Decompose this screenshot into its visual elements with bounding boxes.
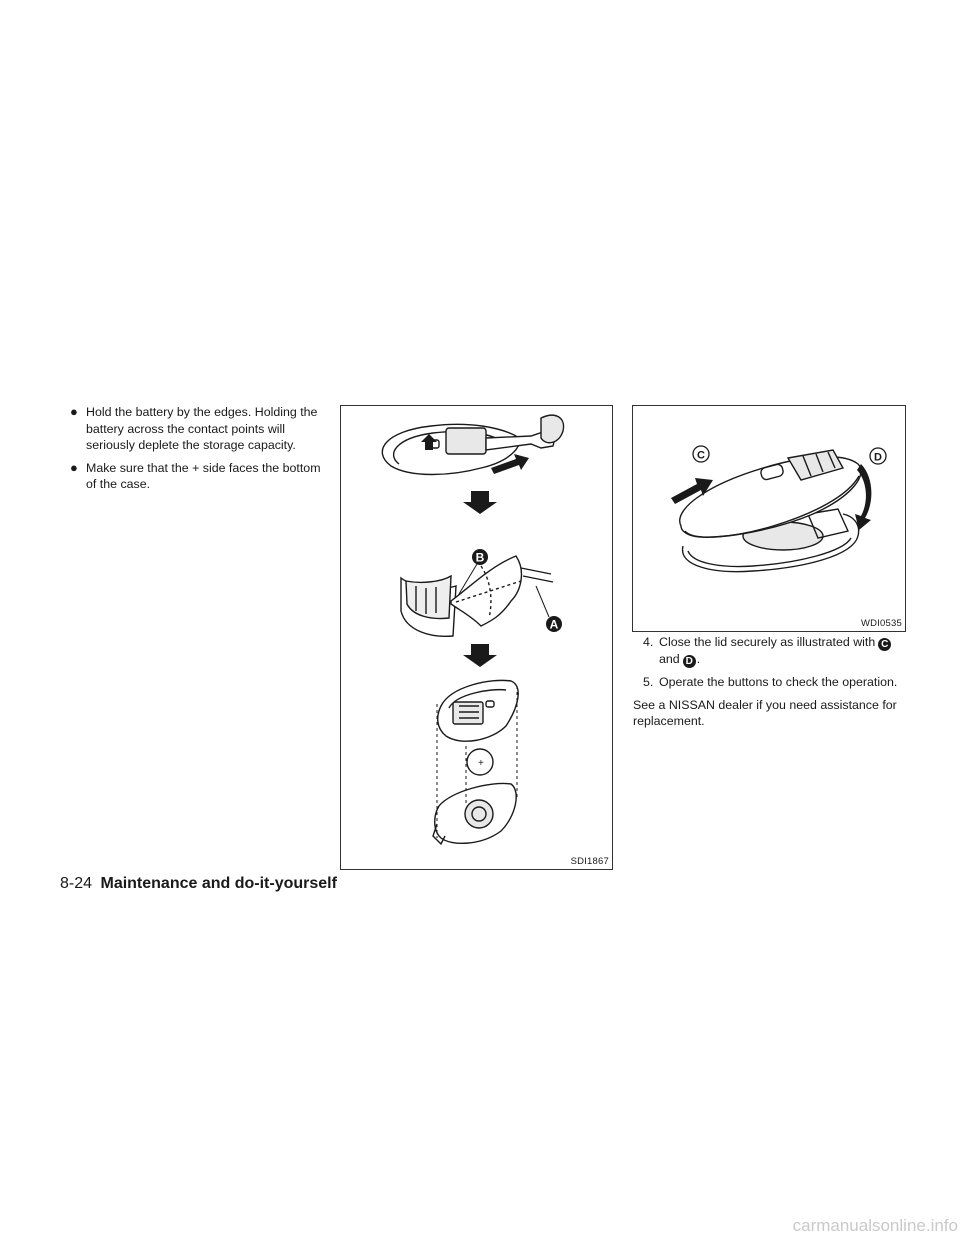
bullet-dot: ● [70,404,78,419]
step-text-and: and [659,652,680,666]
battery-removal-illustration [341,406,612,869]
step-text: Close the lid securely as illustrated with [659,635,876,649]
down-arrow-icon [463,491,497,514]
watermark: carmanualsonline.info [792,1216,958,1235]
step-item [633,674,905,691]
ref-c-icon: C [878,638,891,651]
bullet-list [60,404,322,499]
svg-text:+: + [478,758,484,769]
figure-battery-removal [340,405,613,870]
pry-case-drawing [401,556,553,636]
page-number: 8-24 [60,875,93,892]
ref-d-icon: D [683,655,696,668]
dealer-note: See a NISSAN dealer if you need assistance for replacement. [633,697,897,728]
step-item [633,634,905,668]
step-text-end: . [696,652,701,666]
down-arrow-icon [463,644,497,667]
bullet-dot: ● [70,459,78,475]
callout-c-label: C [697,449,705,462]
figure-close-lid [632,405,906,632]
pull-arrow-icon [491,454,529,474]
bullet-text: Hold the battery by the edges. Holding the battery across the contact points will seriously deplete the storage capacity. [86,405,318,452]
bullet-item [60,460,322,493]
open-case-drawing [433,680,518,844]
step-number: 4. [643,635,654,649]
close-lid-illustration [633,406,905,631]
fob-closing-drawing [680,450,861,572]
steps-section [633,634,905,730]
callout-a-line [536,586,549,617]
figure-code: SDI1867 [570,856,609,867]
callout-a-label: A [549,617,559,632]
bullet-text: Make sure that the + side faces the bottom of the case. [86,460,321,491]
callout-b-label: B [475,550,485,565]
section-title: Maintenance and do-it-yourself [100,875,337,892]
bullet-item [60,404,322,454]
page-footer [60,875,337,893]
figure-code: WDI0535 [860,618,902,629]
callout-d-label: D [874,451,882,464]
step-number: 5. [643,675,654,689]
fob-key-pull-drawing [382,415,563,474]
step-text: Operate the buttons to check the operation. [659,675,898,689]
